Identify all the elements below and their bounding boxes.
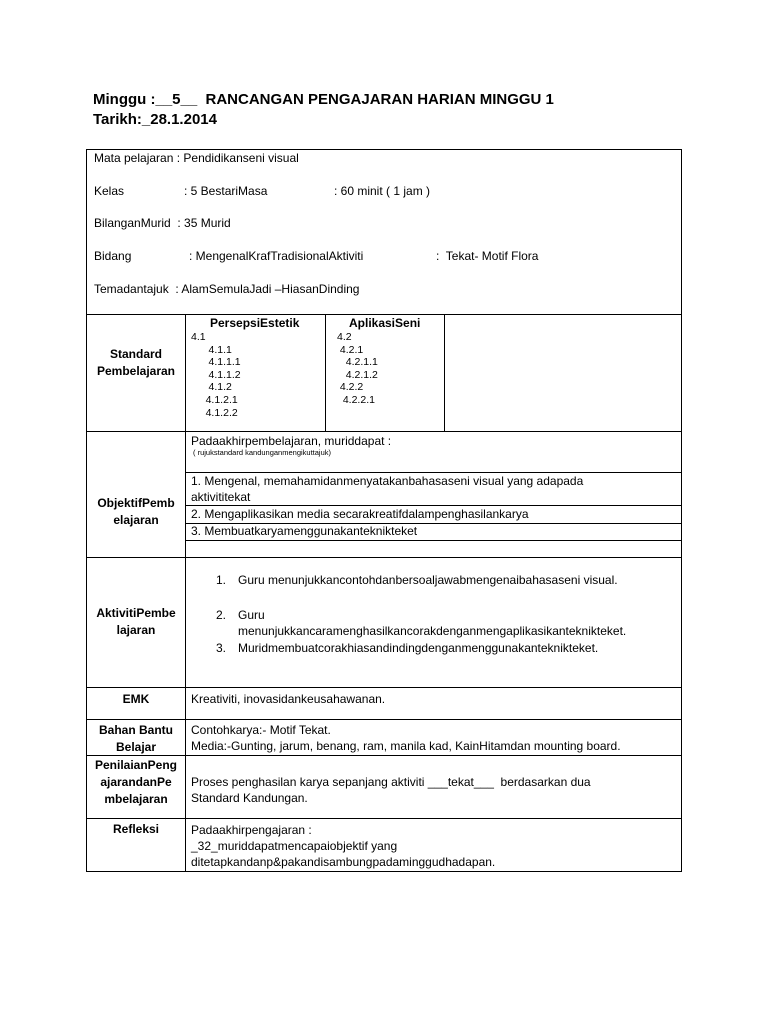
refleksi-value: Padaakhirpengajaran : _32_muriddapatmencapaiobjektif yang ditetapkandanp&pakandisambungpadaminggudhadapan.: [191, 823, 496, 869]
objektif-item: 2. Mengaplikasikan media secarakreatifdalampenghasilankarya: [191, 507, 529, 521]
aktiviti-item-number: 2.: [216, 608, 227, 622]
penilaian-value: Proses penghasilan karya sepanjang aktiviti ___tekat___ berdasarkan dua Standard Kandungan.: [191, 775, 591, 805]
bahan-bantu-value: Contohkarya:- Motif Tekat. Media:-Gunting, jarum, benang, ram, manila kad, KainHitamdan mounting board.: [191, 723, 621, 753]
cell-divider: [185, 540, 682, 541]
emk-label: EMK: [122, 692, 150, 706]
kelas-value: : 5 BestariMasa: [184, 184, 268, 198]
tema-tajuk: Temadantajuk : AlamSemulaJadi –HiasanDinding: [94, 282, 360, 296]
penilaian-label: PenilaianPeng ajarandanPe mbelajaran: [94, 758, 178, 806]
objektif-item: 1. Mengenal, memahamidanmenyatakanbahasaseni visual yang adapada aktivititekat: [191, 474, 584, 504]
bilangan-murid: BilanganMurid : 35 Murid: [94, 216, 231, 230]
aktiviti-label: AktivitiPembe lajaran: [96, 606, 176, 637]
objektif-note: ( rujukstandard kandunganmengikuttajuk): [193, 448, 331, 457]
objektif-intro: Padaakhirpembelajaran, muriddapat :: [191, 434, 392, 448]
bidang-label: Bidang: [94, 249, 132, 263]
row-divider: [87, 719, 681, 720]
aktiviti-item: Guru menunjukkancaramenghasilkancorakdenganmengaplikasikanteknikteket.: [238, 608, 627, 638]
document-title: Minggu :__5__ RANCANGAN PENGAJARAN HARIAN MINGGU 1: [93, 91, 554, 108]
aktiviti-item-number: 3.: [216, 641, 227, 655]
masa-value: : 60 minit ( 1 jam ): [334, 184, 431, 198]
row-divider: [87, 431, 681, 432]
objektif-item: 3. Membuatkaryamenggunakanteknikteket: [191, 524, 418, 538]
row-divider: [87, 557, 681, 558]
kelas-label: Kelas: [94, 184, 125, 198]
emk-value: Kreativiti, inovasidankeusahawanan.: [191, 692, 386, 706]
row-divider: [87, 687, 681, 688]
aktiviti-item: Guru menunjukkancontohdanbersoaljawabmengenaibahasaseni visual.: [238, 573, 618, 587]
document-date: Tarikh:_28.1.2014: [93, 111, 217, 128]
lesson-plan-table: [86, 149, 682, 872]
column-divider: [444, 314, 445, 431]
refleksi-label: Refleksi: [112, 822, 160, 836]
aplikasi-seni-heading: AplikasiSeni: [349, 316, 421, 330]
mata-pelajaran: Mata pelajaran : Pendidikanseni visual: [94, 151, 299, 165]
aktiviti-item: Muridmembuatcorakhiasandindingdenganmenggunakanteknikteket.: [238, 641, 599, 655]
bidang-value: : MengenalKrafTradisionalAktiviti: [189, 249, 364, 263]
aktiviti-value: : Tekat- Motif Flora: [436, 249, 539, 263]
persepsi-estetik-heading: PersepsiEstetik: [210, 316, 300, 330]
persepsi-estetik-items: 4.1 4.1.1 4.1.1.1 4.1.1.2 4.1.2 4.1.2.1 4.1.2.2: [191, 331, 241, 419]
standard-label: Standard Pembelajaran: [96, 347, 176, 378]
column-divider: [185, 314, 186, 872]
bahan-bantu-label: Bahan Bantu Belajar: [98, 723, 173, 754]
column-divider: [325, 314, 326, 431]
aktiviti-item-number: 1.: [216, 573, 227, 587]
objektif-label: ObjektifPemb elajaran: [97, 496, 175, 527]
aplikasi-seni-items: 4.2 4.2.1 4.2.1.1 4.2.1.2 4.2.2 4.2.2.1: [337, 331, 378, 406]
row-divider: [87, 818, 681, 819]
